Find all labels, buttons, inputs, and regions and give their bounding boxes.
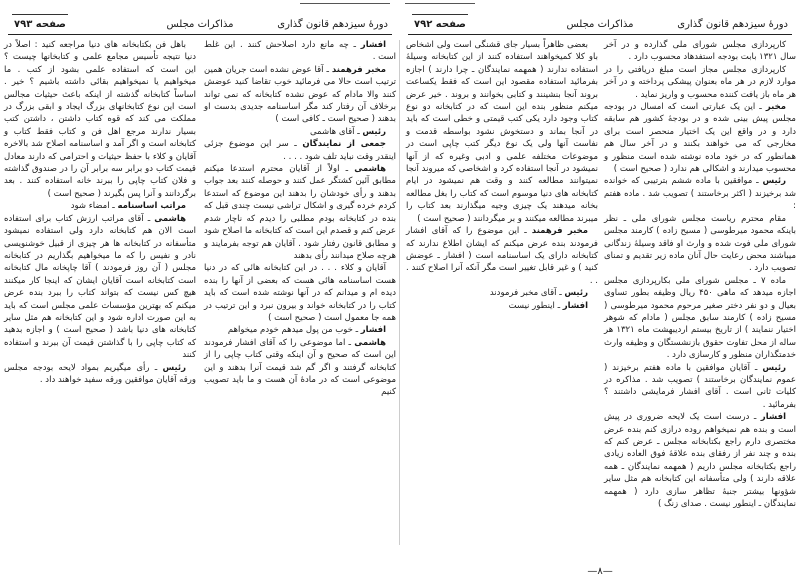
paragraph <box>204 64 396 126</box>
legislative-period: دورهٔ سیزدهم قانون گذاری <box>277 19 388 30</box>
paragraph <box>604 101 796 175</box>
page-header <box>408 18 792 35</box>
speaker-name: افشار <box>360 325 386 336</box>
paragraph-text: ـ خوب من پول میدهم خودم میخواهم <box>227 325 359 336</box>
speaker-name: هاشمی <box>354 337 387 348</box>
paragraph-text: کارپردازی مجلس مجاز است مبلغ دریافتی را در موارد لازم در هر ماه بعنوان پیشکی پرداخته و در آخر هر ماه باز یافت کننده محسوب و واریز نماید . <box>604 64 796 100</box>
paragraph-text: آقایان و کلاء . . . در این کتابخانه هائی که در دنیا هست اساسنامه هائی هست که بعضی از آنها را بنده دیده ام و میدانم که در آنها نوشته شده است که باید کتاب را در کتابخانه خواند و بیرون نبرد و این ترتیب در همه جا معمول است ( صحیح است ) <box>204 263 396 323</box>
paragraph-text: ـ اما موضوعی را که آقای افشار فرمودند این است که صحیح و آن اینکه وقتی کتاب چاپی را از کتابخانه گرفتند و اگر گم شد قیمت آنرا بدهند و این موضوعی است که در مادهٔ آن هست و ما باید تصویب کنیم <box>204 337 396 398</box>
paragraph <box>604 411 796 510</box>
paragraph <box>406 287 598 299</box>
paragraph-text: ـ این یک عبارتی است که امسال در بودجه مجلس پیش بینی شده و در بودجهٔ کشور هم سابقه دارد و در واقع این یک اختیار منحصر است برای مخارجی که می خواهند بکنند و در آخر سال هم همانطور که در خود ماده نوشته شده است منظور و محسوب میدارند و اشکالی هم ندارد ( صحیح است ) <box>604 102 796 175</box>
paragraph <box>4 362 196 387</box>
paragraph <box>604 175 796 212</box>
paragraph <box>406 225 598 287</box>
running-title: مذاکرات مجلس <box>566 19 634 30</box>
speaker-name: هاشمی <box>354 164 387 175</box>
paragraph-text: مقام محترم ریاست مجلس شورای ملی ـ نظر باینکه محمود میرطوسی ( مسیح زاده ) کارمند مجلس شورای ملی فوت شده و وارث او فاقد وسیلهٔ زندگانی میباشند محض رعایت حال آنان ماده زیر تقدیم و تمنای تصویب دارد . <box>604 213 796 274</box>
paragraph <box>204 126 396 138</box>
paragraph <box>4 213 196 362</box>
speaker-name: مخبر فرهمند <box>331 64 386 75</box>
paragraph-text: ماده ۷ ـ مجلس شورای ملی بکارپردازی مجلس اجازه میدهد که ماهی ۴۵۰ ریال وظیفه بطور تساوی بعیال و دو نفر دختر صغیر مرحوم محمود میرطوسی ( مسیح زاده ) کارمند سابق مجلس ( مادام که شوهر اختیار ننمایند ) از تاریخ بیستم اردیبهشت ماه ۱۳۲۱ هر ساله از محل تفاوت حقوق بازنشستگان و وظیفه وارث خدمتگذاران منظور و کارسازی دارد . <box>604 275 796 361</box>
text-column-right <box>604 39 796 510</box>
speaker-name: رئیس <box>362 126 386 137</box>
page-number: صفحه ۷۹۲ <box>414 19 466 30</box>
paragraph-text: ـ آقا عوض نشده است جریان همین ترتیب است حالا می فرمائید خوب تقاضا کنید عوضش کنند والا مادام که عوض نشده کتابخانه که نمی تواند برخلاف آن رفتار کند مگر اساسنامه جدیدی بدست او بدهند ( صحیح است ـ کافی است ) <box>204 64 396 125</box>
paragraph <box>604 213 796 275</box>
speaker-name: افشار <box>562 300 588 311</box>
speaker-name: رئیس <box>762 362 786 373</box>
paragraph-text: ـ آقایان موافقین با ماده هفتم برخیزند ( عموم نمایندگان برخاستند ) تصویب شد . مذاکره در کلیات ثانی است . آقای افشار فرمایشی داشتند ؟ بفرمائید . <box>604 362 796 410</box>
speaker-name: افشار <box>760 412 787 423</box>
paragraph-text: کارپردازی مجلس شورای ملی گذارده و در آخر سال ۱۳۲۱ بابت بودجه استفدهاد محسوب دارد . <box>604 40 796 63</box>
paragraph-text: ـ اینطور نیست <box>508 300 561 311</box>
paragraph-text: ـ امضاء شود <box>70 201 115 212</box>
scan-artifact-line <box>405 3 475 4</box>
paragraph <box>604 64 796 101</box>
paragraph-text: ـ سر این موضوع جزئی اینقدر وقت نباید تلف شود . . . . <box>204 139 396 162</box>
running-title: مذاکرات مجلس <box>166 19 234 30</box>
paragraph-text: ـ آقای هاشمی <box>309 126 360 137</box>
paragraph <box>204 163 396 262</box>
speaker-name: رئیس <box>762 176 787 187</box>
paragraph-text: ـ موافقین با ماده ششم بترتیبی که خوانده شد برخیزند ( اکثر برخاستند ) تصویب شد . ماده هفتم : <box>604 176 796 212</box>
paragraph-text: باهل فن بکتابخانه های دنیا مراجعه کنید : اصلاً در دنیا نتیجه تأسیس مجامع علمی و کتابخانها چیست ؟ این است که استفاده علمی بشود از کتب . ما میخواهیم یا نمیخواهیم بقائی داشته باشیم ؟ خیر . اساساً کتابخانه گذشته از اینکه باعث حیثیات مجالس است این نوع کتابخانهای بزرگ ایجاد و ابقی بزرگ در مملکت می کند که قوه کتاب داشتن ، داشتن کتب بسیار ندارند مرجع اهل فن و کتاب فقط کتاب و کتابخانه است و اگر آمد و اساسنامه اصلاح شد بالاخره آقایان و کلاء با حفظ حیثیات و احترامی که دارند معادل قیمت کتاب دو برابر سه برابر آن را در صندوق گذاشته و فلان کتاب چاپی را ببرند خانه استفاده کنند . بعد برگردانند و آنرا پس بگیرند ( صحیح است ) <box>4 40 196 199</box>
paragraph-text: ـ آقای مخبر فرمودند <box>489 288 562 299</box>
scan-artifact-line <box>300 3 390 4</box>
paragraph <box>406 300 598 312</box>
speaker-name: رئیس <box>162 362 187 373</box>
paragraph-text: ـ رأی میگیریم بمواد لایحه بودجه مجلس ورقه آقایان موافقین ورقه سفید خواهند داد . <box>4 362 196 385</box>
text-column-right <box>204 39 396 399</box>
paragraph <box>406 39 598 225</box>
paragraph-text: ـ اولاً از آقایان محترم استدعا میکنم مطابق آئین کشتگر عمل کنند و حوصله کنند بعد جواب بدهند و رأی خودشان را بدهند این موضوع که استدعا کردم خرده گیری و اشکال تراشی نیست چندی قبل که بنده در کتابخانه بودم مطلبی را دیدم که ناچار شدم عرض کنم و قصدم این است که کتابخانه ما اصلاح شود و مطابق قانون رفتار شود . آقایان هم توجه بفرمایند و هرچه صلاح میدانند رأی بدهند <box>204 164 396 261</box>
page-number: صفحه ۷۹۳ <box>14 19 66 30</box>
speaker-name: هاشمی <box>154 213 186 224</box>
speaker-name: جمعی از نمایندگان <box>302 139 387 150</box>
paragraph <box>204 138 396 163</box>
paragraph <box>604 275 796 362</box>
paragraph-text: ـ آقای مراتب ارزش کتاب برای استفاده است الان هم کتابخانه دارد ولی استفاده نمیشود متأسفانه در کتابخانه ها هر چیزی از قبیل خوشنویسی نادر و نفیس را که ما میخواهیم بگذاریم در کتابخانه مجلس ( آن روز فرمودند ) آقا چاپخانه مال کتابخانه است کتابخانه است آقایان ایشان که اینجا کار میکنند هیچ کس نیست که بتواند کتاب را ببرد بنده عرض میکنم که بهترین مؤسسات علمی مجلس است که باید به این صورت اداره شود و این کتابخانه هم مثل سایر کتابخانه های دنیا باشد ( صحیح است ) و اجازه بدهید که کتاب چاپی را با گذاشتن قیمت آن ببرند و استفاده کنند <box>4 213 196 361</box>
paragraph <box>4 39 196 200</box>
paragraph <box>204 337 396 399</box>
folio-number: —۸— <box>587 566 613 577</box>
paragraph-text: ـ درست است یک لایحه ضروری در پیش است و بنده هم نمیخواهم روده درازی کنم بنده عرض مختصری دارم راجع بکتابخانه مجلس ـ عرض کنم که بنده و چند نفر از رفقای بنده علاقهٔ فوق العاده زیادی راجع بکتابخانه مجلس داریم ( همهمه نمایندگان ـ همه علاقه دارند ) ولی متأسفانه این کتابخانه هم مثل سایر شؤونها بیشتر جنبهٔ تظاهر سازی دارد ( همهمه نمایندگان ـ اینطور نیست . صدای زنگ ) <box>604 412 796 510</box>
paragraph <box>604 39 796 64</box>
paragraph <box>604 362 796 412</box>
text-column-left <box>4 39 196 386</box>
page-header <box>8 18 392 35</box>
speaker-name: مخبر فرهمند <box>531 226 589 237</box>
paragraph-text: ـ این موضوع را که آقای افشار فرمودند بنده عرض میکنم که ایشان اطلاع ندارند که کتابخانه دارای یک اساسنامه است ( افشار ـ عوضش کنید ) و غیر قابل تغییر است مگر آنکه آنرا اصلاح کنند . . . <box>406 226 598 286</box>
paragraph <box>4 200 196 212</box>
speaker-name: افشار <box>360 40 387 50</box>
text-column-left <box>406 39 598 312</box>
paragraph <box>204 324 396 336</box>
paragraph-text: بعضی ظاهراً بسیار جای قشنگی است ولی اشخاص باو کلا کمیخواهند استفاده کنند از این کتابخانه وسیلهٔ استفاده ندارند ( همهمه نمایندگان ـ چرا دارند ) اجازه بفرمائید استفاده مقصود این است که فقط یکساعت بروند آنجا بنشینند و کتابی بخوانند و بروند . خیر عرض میکنم منظور بنده این است که در کتابخانه دو نوع کتاب وجود دارد یکی کتب قیمتی و خطی است که باید در آنجا بماند و دستخوش نشود بواسطه قدمت و نفاست آنها ولی یک نوع دیگر کتب چاپی است در موضوعات مختلفه علمی و ادبی وغیره که از آنها نمیشود در آنجا استفاده کرد و اشخاصی که میروند آنجا نمیتوانند مطالعه کنند و وقت هم نمیشود در ایام کتابخانه های دنیا موسوم است که کتاب را بغل مطالعه بخانه میدهند یک چیزی وجیه میگذارند بعد کتاب را میبرند مطالعه میکنند و بر میگردانند ( صحیح است ) <box>406 40 598 224</box>
paragraph <box>204 39 396 64</box>
speaker-name: مخبر <box>765 102 787 113</box>
paragraph <box>204 262 396 324</box>
speaker-name: مراتب اساسنامه <box>117 201 186 212</box>
legislative-period: دورهٔ سیزدهم قانون گذاری <box>677 19 788 30</box>
paragraph-text: ـ چه مانع دارد اصلاحش کنند . این غلط است . <box>204 40 396 63</box>
right-page <box>400 0 800 587</box>
speaker-name: رئیس <box>564 288 588 299</box>
